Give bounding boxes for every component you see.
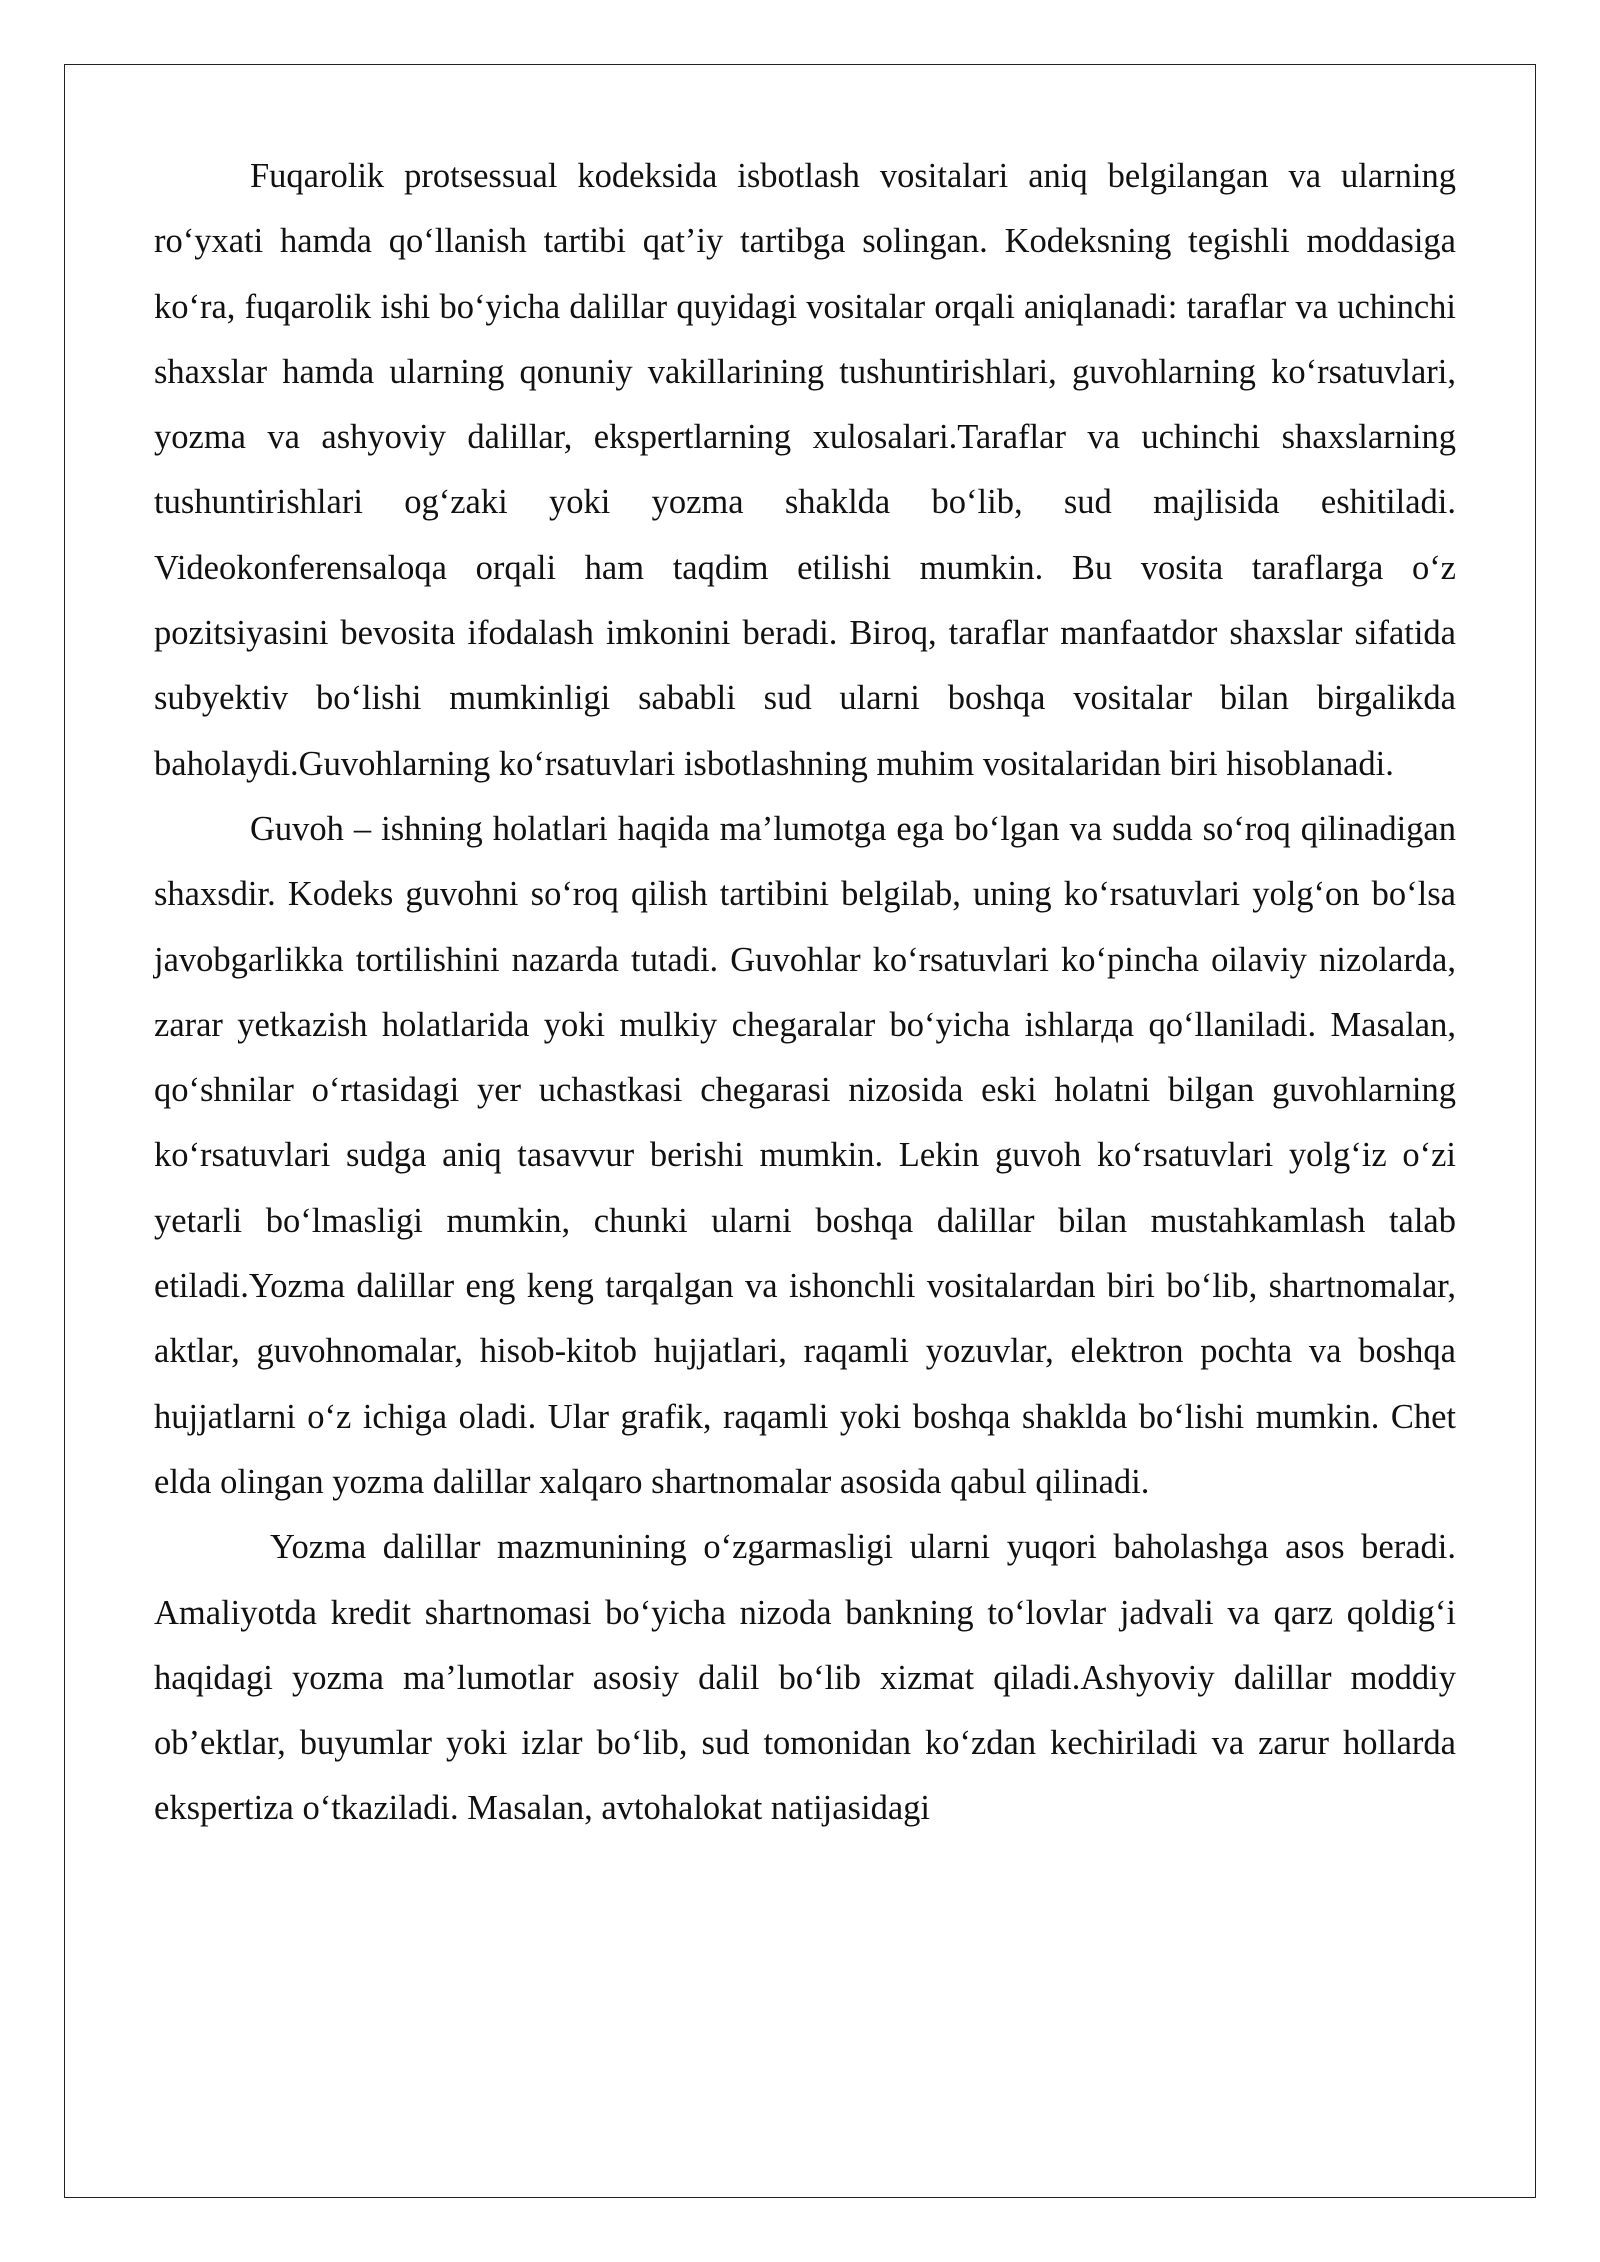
- paragraph-yozma-dalillar: Yozma dalillar mazmunining o‘zgarmasligi ularni yuqori baholashga asos beradi. Amaliyotda kredit shartnomasi bo‘yicha nizoda bankning to‘lovlar jadvali va qarz qoldig‘i haqidagi yozma ma’lumotlar asosiy dalil bo‘lib xizmat qiladi.Ashyoviy dalillar moddiy ob’ektlar, buyumlar yoki izlar bo‘lib, sud tomonidan ko‘zdan kechiriladi va zarur hollarda ekspertiza o‘tkaziladi. Masalan, avtohalokat natijasidagi: [154, 1528, 1456, 1828]
- paragraph-isbotlash-vositalari: Fuqarolik protsessual kodeksida isbotlash vositalari aniq belgilangan va ularning ro‘yxati hamda qo‘llanish tartibi qat’iy tartibga solingan. Kodeksning tegishli moddasiga ko‘ra, fuqarolik ishi bo‘yicha dalillar quyidagi vositalar orqali aniqlanadi: taraflar va uchinchi shaxslar hamda ularning qonuniy vakillarining tushuntirishlari, guvohlarning ko‘rsatuvlari, yozma va ashyoviy dalillar, ekspertlarning xulosalari.Taraflar va uchinchi shaxslarning tushuntirishlari og‘zaki yoki yozma shaklda bo‘lib, sud majlisida eshitiladi. Videokonferensaloqa orqali ham taqdim etilishi mumkin. Bu vosita taraflarga o‘z pozitsiyasini bevosita ifodalash imkonini beradi. Biroq, taraflar manfaatdor shaxslar sifatida subyektiv bo‘lishi mumkinligi sababli sud ularni boshqa vositalar bilan birgalikda baholaydi.Guvohlarning ko‘rsatuvlari isbotlashning muhim vositalaridan biri hisoblanadi.: [154, 157, 1456, 783]
- document-body: [154, 144, 1456, 1842]
- paragraph-guvoh: Guvoh – ishning holatlari haqida ma’lumotga ega bo‘lgan va sudda so‘roq qilinadigan shaxsdir. Kodeks guvohni so‘roq qilish tartibini belgilab, uning ko‘rsatuvlari yolg‘on bo‘lsa javobgarlikka tortilishini nazarda tutadi. Guvohlar ko‘rsatuvlari ko‘pincha oilaviy nizolarda, zarar yetkazish holatlarida yoki mulkiy chegaralar bo‘yicha ishlarда qo‘llaniladi. Masalan, qo‘shnilar o‘rtasidagi yer uchastkasi chegarasi nizosida eski holatni bilgan guvohlarning ko‘rsatuvlari sudga aniq tasavvur berishi mumkin. Lekin guvoh ko‘rsatuvlari yolg‘iz o‘zi yetarli bo‘lmasligi mumkin, chunki ularni boshqa dalillar bilan mustahkamlash talab etiladi.Yozma dalillar eng keng tarqalgan va ishonchli vositalardan biri bo‘lib, shartnomalar, aktlar, guvohnomalar, hisob-kitob hujjatlari, raqamli yozuvlar, elektron pochta va boshqa hujjatlarni o‘z ichiga oladi. Ular grafik, raqamli yoki boshqa shaklda bo‘lishi mumkin. Chet elda olingan yozma dalillar xalqaro shartnomalar asosida qabul qilinadi.: [154, 809, 1456, 1501]
